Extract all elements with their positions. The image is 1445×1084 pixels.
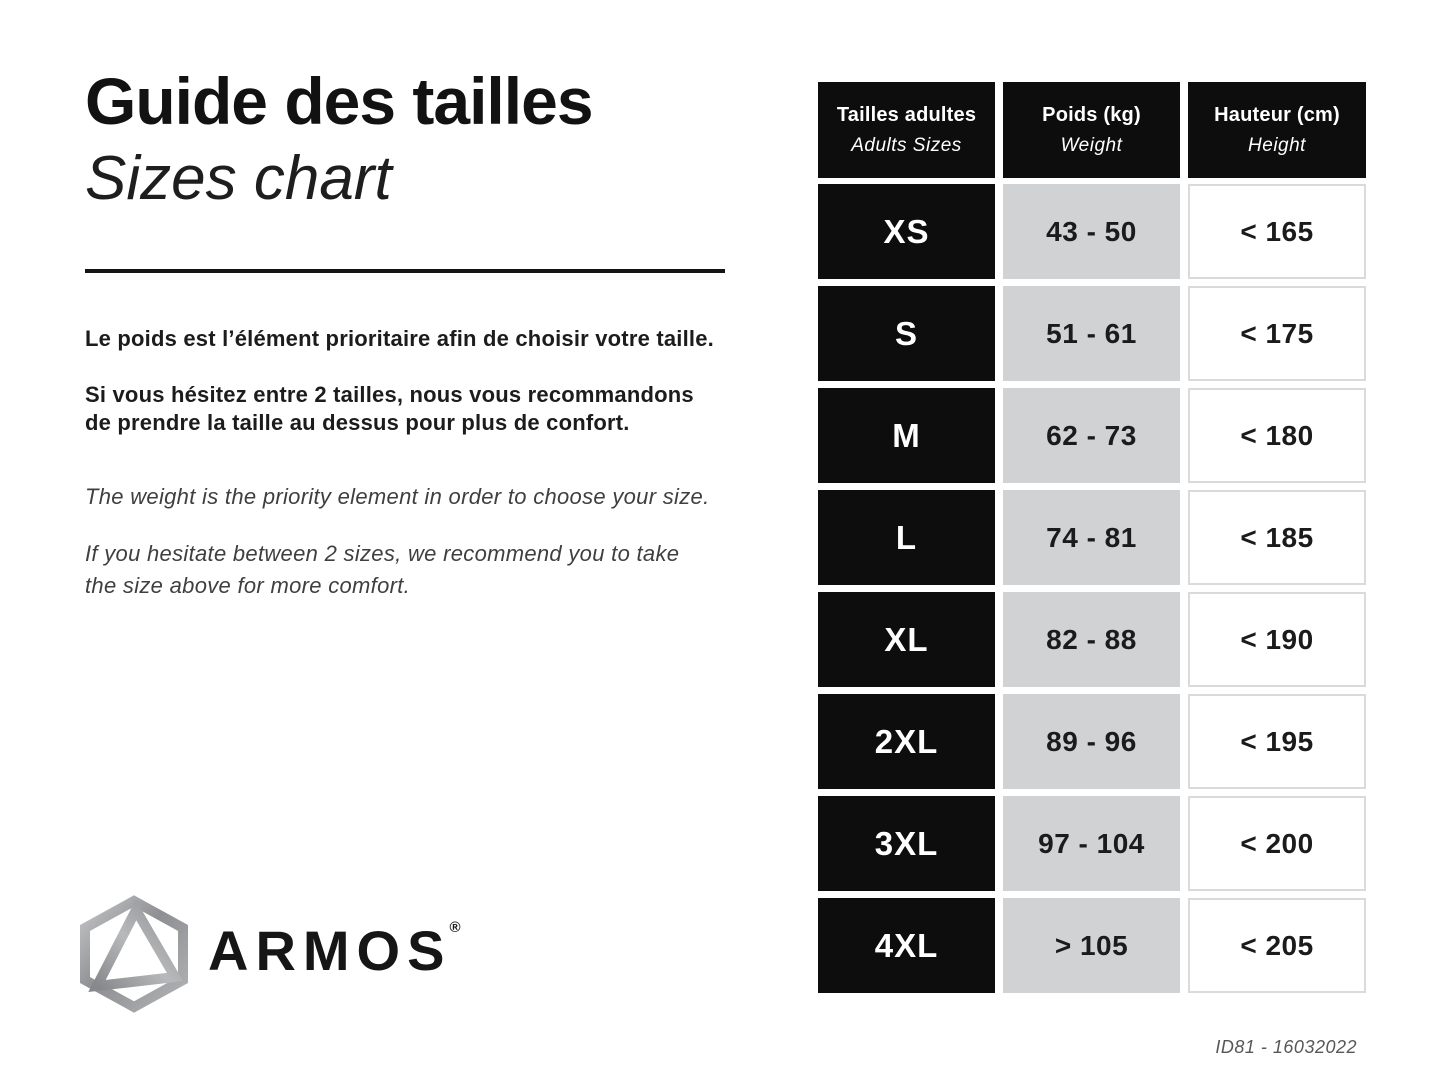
weight-cell: 97 - 104 [1003, 796, 1180, 891]
weight-cell: 82 - 88 [1003, 592, 1180, 687]
size-table [818, 82, 1366, 993]
weight-cell: > 105 [1003, 898, 1180, 993]
brand-name: ARMOS [208, 918, 452, 982]
registered-mark: ® [449, 918, 461, 936]
height-cell: < 190 [1188, 592, 1366, 687]
column-header-fr: Tailles adultes [836, 103, 977, 126]
size-cell: 3XL [818, 796, 995, 891]
column-header-weight [1003, 82, 1180, 178]
column-header-en: Height [1248, 134, 1306, 156]
column-header-fr: Poids (kg) [1042, 103, 1141, 126]
text-line: the size above for more comfort. [85, 573, 411, 598]
height-cell: < 180 [1188, 388, 1366, 483]
height-cell: < 165 [1188, 184, 1366, 279]
document-reference: ID81 - 16032022 [1215, 1037, 1357, 1057]
divider-line [85, 269, 725, 273]
height-cell: < 205 [1188, 898, 1366, 993]
brand-block [78, 895, 463, 1013]
column-header-fr: Hauteur (cm) [1214, 103, 1340, 126]
hexagon-triangle-logo-icon [78, 895, 190, 1013]
size-cell: L [818, 490, 995, 585]
height-cell: < 200 [1188, 796, 1366, 891]
height-cell: < 175 [1188, 286, 1366, 381]
text-line: de prendre la taille au dessus pour plus de confort. [85, 410, 630, 435]
brand-wordmark [208, 918, 463, 983]
column-header-en: Weight [1060, 134, 1123, 156]
column-header-sizes [818, 82, 995, 178]
column-header-height [1188, 82, 1366, 178]
intro-en-hesitate [85, 538, 765, 602]
size-cell: M [818, 388, 995, 483]
intro-en-weight: The weight is the priority element in order to choose your size. [85, 484, 710, 509]
weight-cell: 62 - 73 [1003, 388, 1180, 483]
size-cell: S [818, 286, 995, 381]
text-line: Si vous hésitez entre 2 tailles, nous vous recommandons [85, 382, 694, 407]
page-subtitle: Sizes chart [85, 144, 392, 213]
size-cell: XL [818, 592, 995, 687]
intro-fr-weight: Le poids est l’élément prioritaire afin de choisir votre taille. [85, 326, 714, 351]
size-cell: XS [818, 184, 995, 279]
height-cell: < 195 [1188, 694, 1366, 789]
weight-cell: 89 - 96 [1003, 694, 1180, 789]
column-header-en: Adults Sizes [851, 134, 962, 156]
weight-cell: 43 - 50 [1003, 184, 1180, 279]
title-block [85, 64, 750, 213]
weight-cell: 74 - 81 [1003, 490, 1180, 585]
intro-fr-hesitate [85, 381, 765, 437]
page-title: Guide des tailles [85, 64, 593, 138]
size-cell: 2XL [818, 694, 995, 789]
weight-cell: 51 - 61 [1003, 286, 1180, 381]
size-cell: 4XL [818, 898, 995, 993]
text-line: If you hesitate between 2 sizes, we recommend you to take [85, 541, 680, 566]
height-cell: < 185 [1188, 490, 1366, 585]
